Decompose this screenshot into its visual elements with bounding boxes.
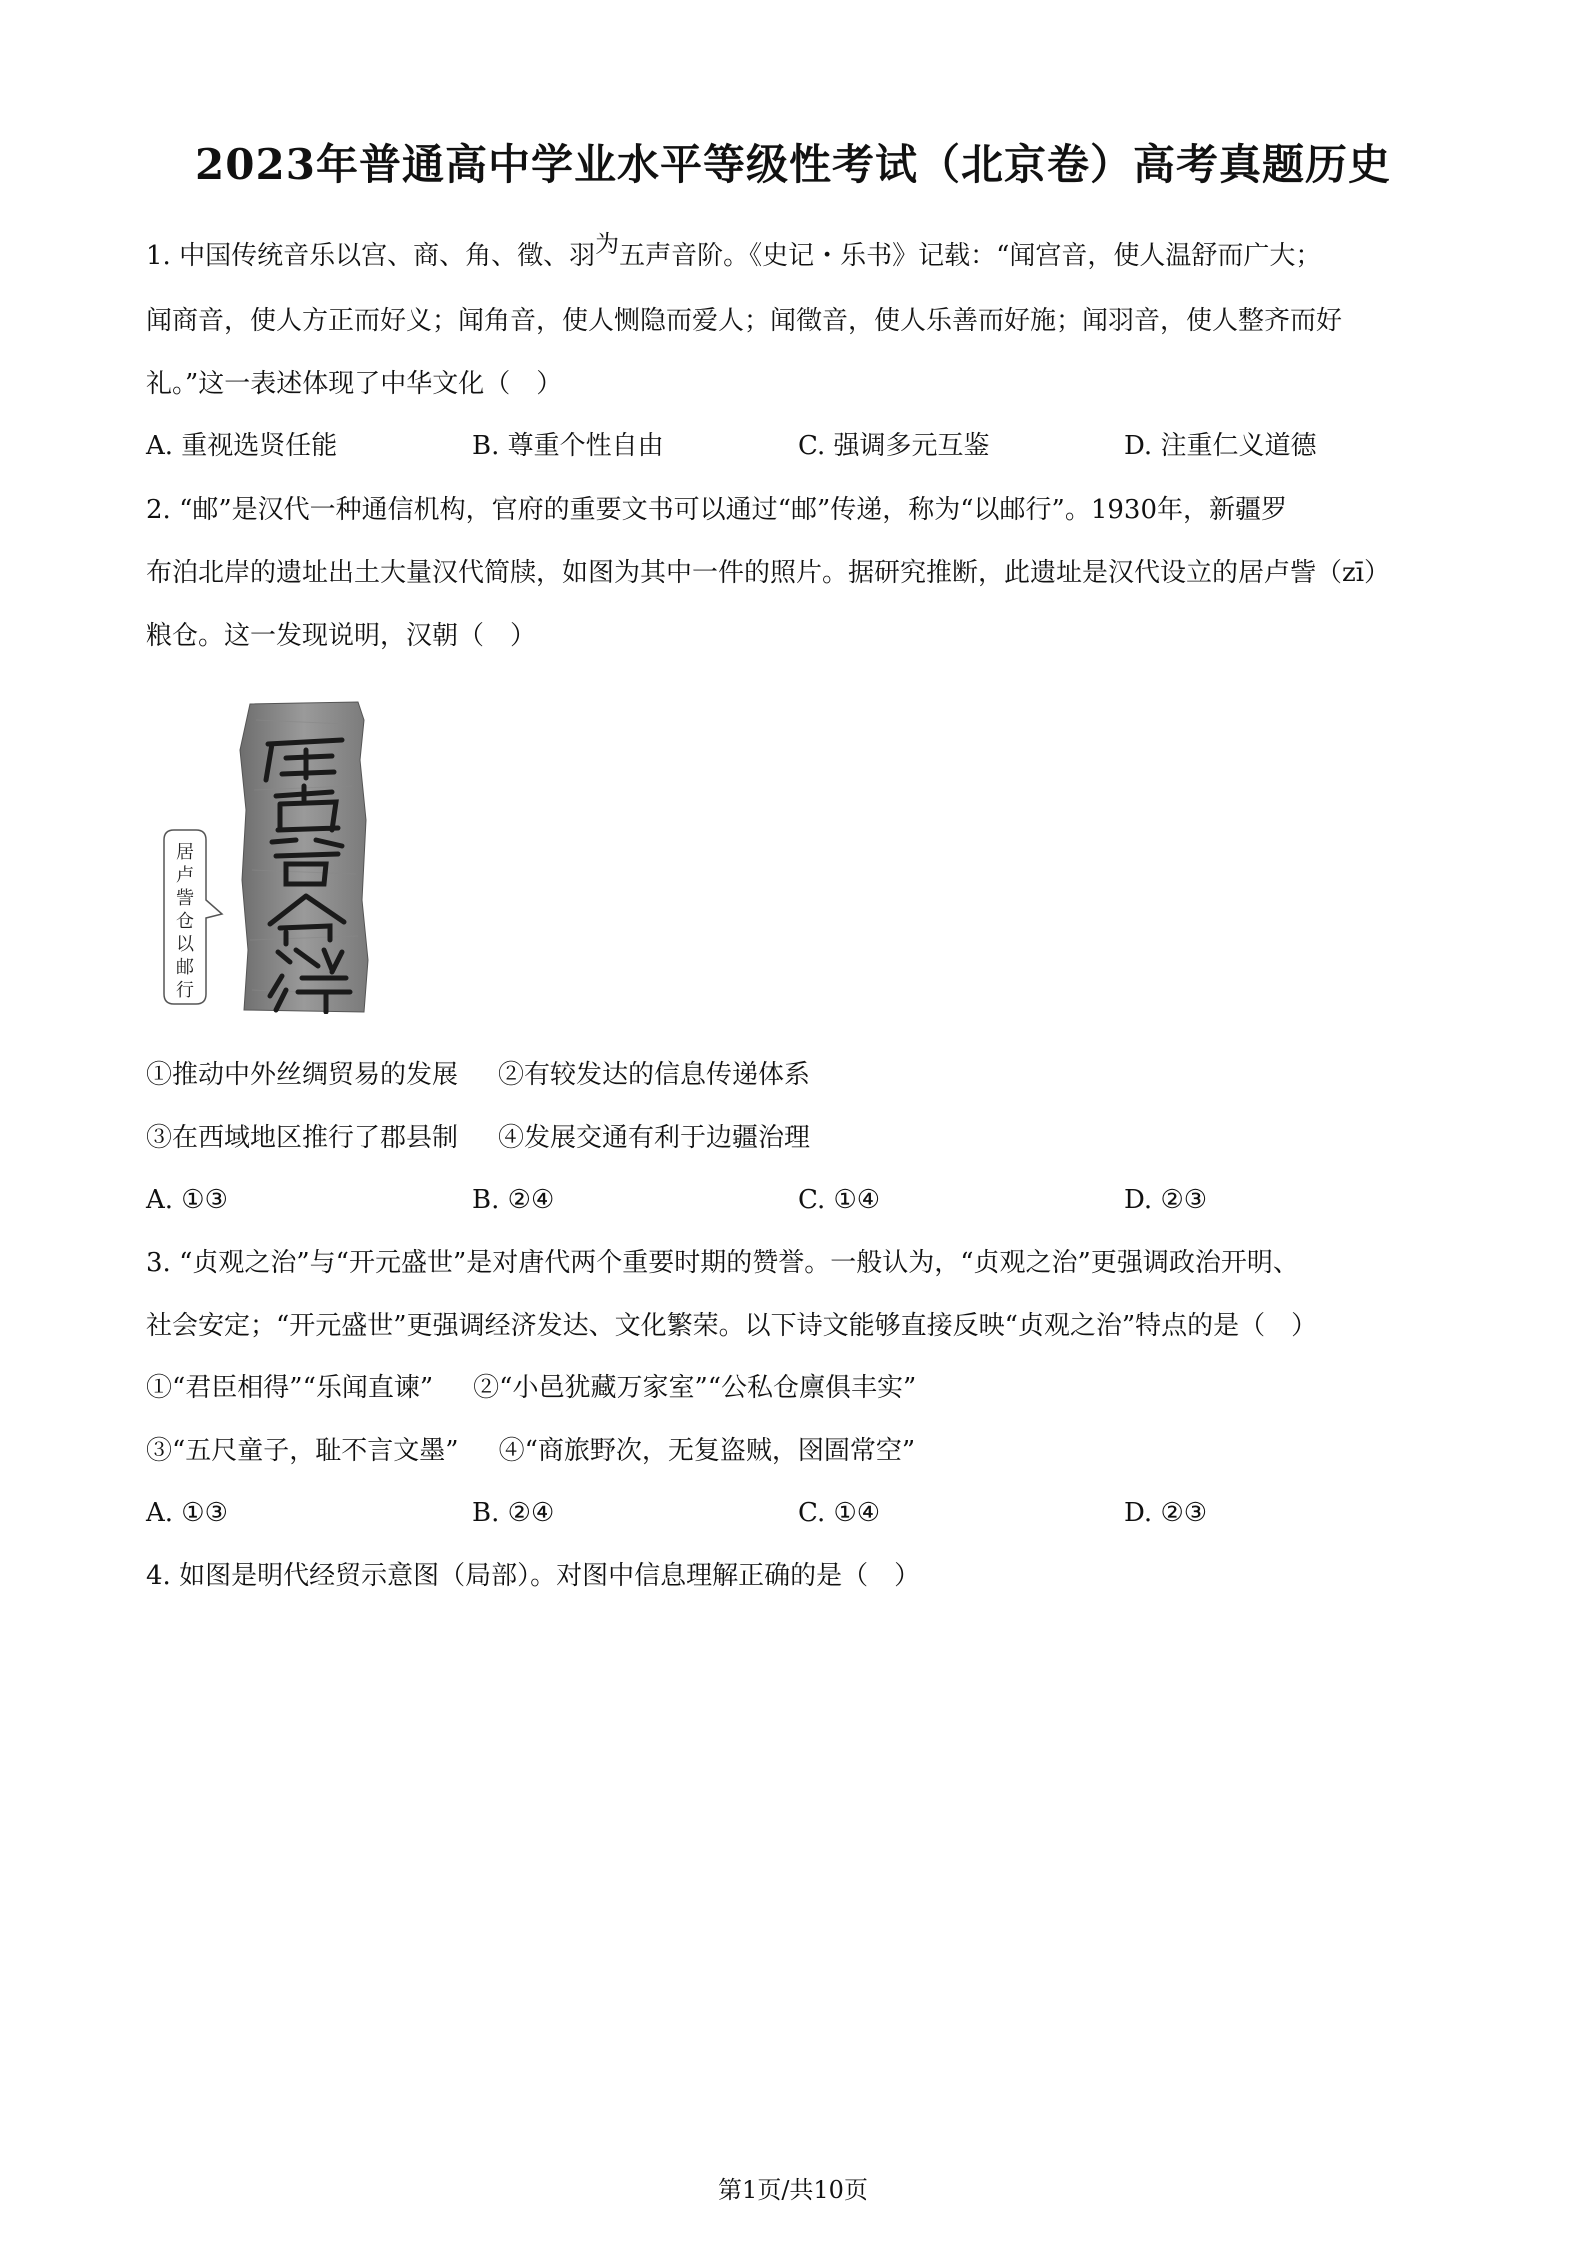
caption-char: 居 [176,842,194,863]
page-title: 2023年普通高中学业水平等级性考试（北京卷）高考真题历史 [195,140,1391,189]
q2-line-3: 粮仓。这一发现说明，汉朝（ ） [146,621,537,651]
q1-line-1-a: 1. 中国传统音乐以宫、商、角、徵、羽 [146,241,596,271]
q3-line-1: 3. “贞观之治”与“开元盛世”是对唐代两个重要时期的赞誉。一般认为，“贞观之治”更强调政治开明、 [146,1248,1299,1278]
q3-option-c[interactable]: C. ①④ [798,1498,881,1528]
q1-option-d[interactable]: D. 注重仁义道德 [1124,431,1317,461]
q4-line-1: 4. 如图是明代经贸示意图（局部）。对图中信息理解正确的是（ ） [146,1561,921,1591]
q3-options [146,1495,1446,1531]
q1-option-a[interactable]: A. 重视选贤任能 [146,431,338,461]
q2-line-2: 布泊北岸的遗址出土大量汉代简牍，如图为其中一件的照片。据研究推断，此遗址是汉代设立的居卢訾（zī） [146,558,1391,588]
q2-statements-1 [146,1057,810,1093]
q3-statement-4: ④“商旅野次，无复盗贼，囹圄常空” [498,1436,916,1466]
q2-option-a[interactable]: A. ①③ [146,1185,228,1215]
bamboo-slip-image [146,700,376,1014]
q3-option-a[interactable]: A. ①③ [146,1498,228,1528]
caption-char: 邮 [176,957,194,978]
caption-char: 行 [176,980,194,1001]
q2-statement-1: ①推动中外丝绸贸易的发展 [146,1060,459,1090]
q1-line-1-b: 五声音阶。《史记・乐书》记载：“闻宫音，使人温舒而广大； [619,241,1322,271]
q3-statement-2: ②“小邑犹藏万家室”“公私仓廪俱丰实” [473,1373,917,1403]
bamboo-slip-figure [146,700,376,1014]
caption-char: 以 [176,934,194,955]
q2-line-1: 2. “邮”是汉代一种通信机构，官府的重要文书可以通过“邮”传递，称为“以邮行”。1930年，新疆罗 [146,495,1287,525]
q3-statement-3: ③“五尺童子，耻不言文墨” [146,1436,459,1466]
page-footer: 第1页/共10页 [718,2176,868,2204]
q1-option-b[interactable]: B. 尊重个性自由 [472,431,664,461]
q1-line-1-sup: 为 [595,230,620,258]
q3-option-d[interactable]: D. ②③ [1124,1498,1208,1528]
q2-option-c[interactable]: C. ①④ [798,1185,881,1215]
q3-statements-1 [146,1370,916,1406]
q2-option-d[interactable]: D. ②③ [1124,1185,1208,1215]
q3-statements-2 [146,1433,915,1469]
q3-line-2: 社会安定；“开元盛世”更强调经济发达、文化繁荣。以下诗文能够直接反映“贞观之治”特点的是（ ） [146,1311,1318,1341]
q2-option-b[interactable]: B. ②④ [472,1185,555,1215]
q1-options [146,428,1446,464]
q2-statement-3: ③在西域地区推行了郡县制 [146,1123,459,1153]
q3-statement-1: ①“君臣相得”“乐闻直谏” [146,1373,434,1403]
q2-statement-4: ④发展交通有利于边疆治理 [498,1123,811,1153]
q3-option-b[interactable]: B. ②④ [472,1498,555,1528]
q2-options [146,1182,1446,1218]
q1-line-2: 闻商音，使人方正而好义；闻角音，使人恻隐而爱人；闻徵音，使人乐善而好施；闻羽音，使人整齐而好 [146,306,1343,336]
q2-statement-2: ②有较发达的信息传递体系 [498,1060,811,1090]
q2-statements-2 [146,1120,810,1156]
caption-char: 卢 [176,865,194,886]
q1-line-1 [146,230,1322,274]
q1-option-c[interactable]: C. 强调多元互鉴 [798,431,990,461]
caption-char: 訾 [176,888,194,909]
caption-char: 仓 [176,911,194,932]
q1-line-3: 礼。”这一表述体现了中华文化（ ） [146,369,563,399]
